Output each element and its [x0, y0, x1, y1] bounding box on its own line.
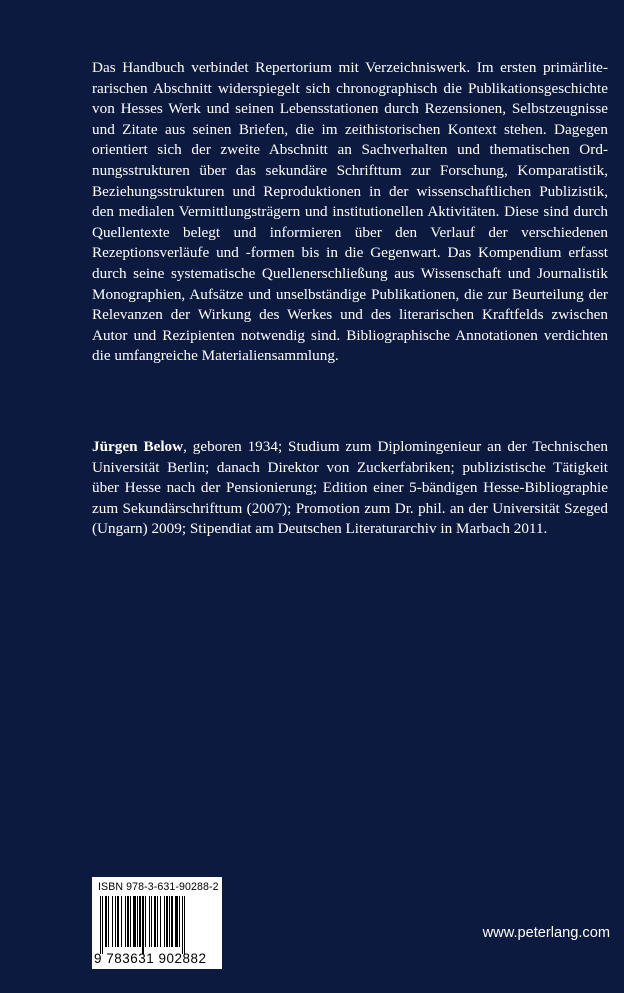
barcode-bar [184, 896, 185, 954]
blurb-text: Das Handbuch verbindet Repertorium mit Verzeichniswerk. Im ersten primärliterarischen Abschnitt widerspiegelt sich chronographisch die Publikationsgeschichte von Hesses Werk und seinen Lebensstationen durch Rezensionen, Selbstzeugnisse und Zitate aus seinen Briefen, die im zeithistorischen Kontext stehen. Dagegen orientiert sich der zweite Abschnitt an Sachverhalten und thematischen Ordnungsstrukturen über das sekundäre Schrifttum zur Forschung, Komparatistik, Beziehungsstrukturen und Reproduktionen in der wissenschaftlichen Publizistik, den medialen Vermittlungsträgern und institutionellen Aktivitäten. Diese sind durch Quellentexte belegt und informieren über den Verlauf der verschiedenen Rezeptionsverläufe und -formen bis in die Gegenwart. Das Kompendium erfasst durch seine systematische Quellenerschließung aus Wissenschaft und Journalistik Monographien, Aufsätze und unselbständige Publikationen, die zur Beurteilung der Relevanzen der Wirkung des Werkes und des literarischen Kraftfelds zwischen Autor und Rezipienten notwendig sind. Bibliographische Annotationen verdichten die umfangreiche Materialiensammlung. [92, 59, 608, 365]
blurb-paragraph [92, 58, 608, 367]
isbn-label: ISBN 978-3-631-90288-2 [98, 881, 219, 893]
isbn-barcode [92, 877, 222, 969]
barcode-digits: 9 783631 902882 [94, 951, 207, 966]
publisher-website: www.peterlang.com [482, 925, 610, 941]
barcode-bars [100, 896, 216, 954]
author-bio-text: , geboren 1934; Studium zum Diplomingenieur an der Technischen Universität Berlin; danach Direktor von Zuckerfabriken; publizistische Tätigkeit über Hesse nach der Pensionierung; Edition einer 5-bändigen Hesse-Bibliographie zum Sekundärschrifttum (2007); Promotion zum Dr. phil. an der Universität Szeged (Ungarn) 2009; Stipendiat am Deutschen Literaturarchiv in Marbach 2011. [92, 438, 608, 538]
author-bio-paragraph [92, 437, 608, 540]
author-name: Jürgen Below [92, 438, 184, 455]
